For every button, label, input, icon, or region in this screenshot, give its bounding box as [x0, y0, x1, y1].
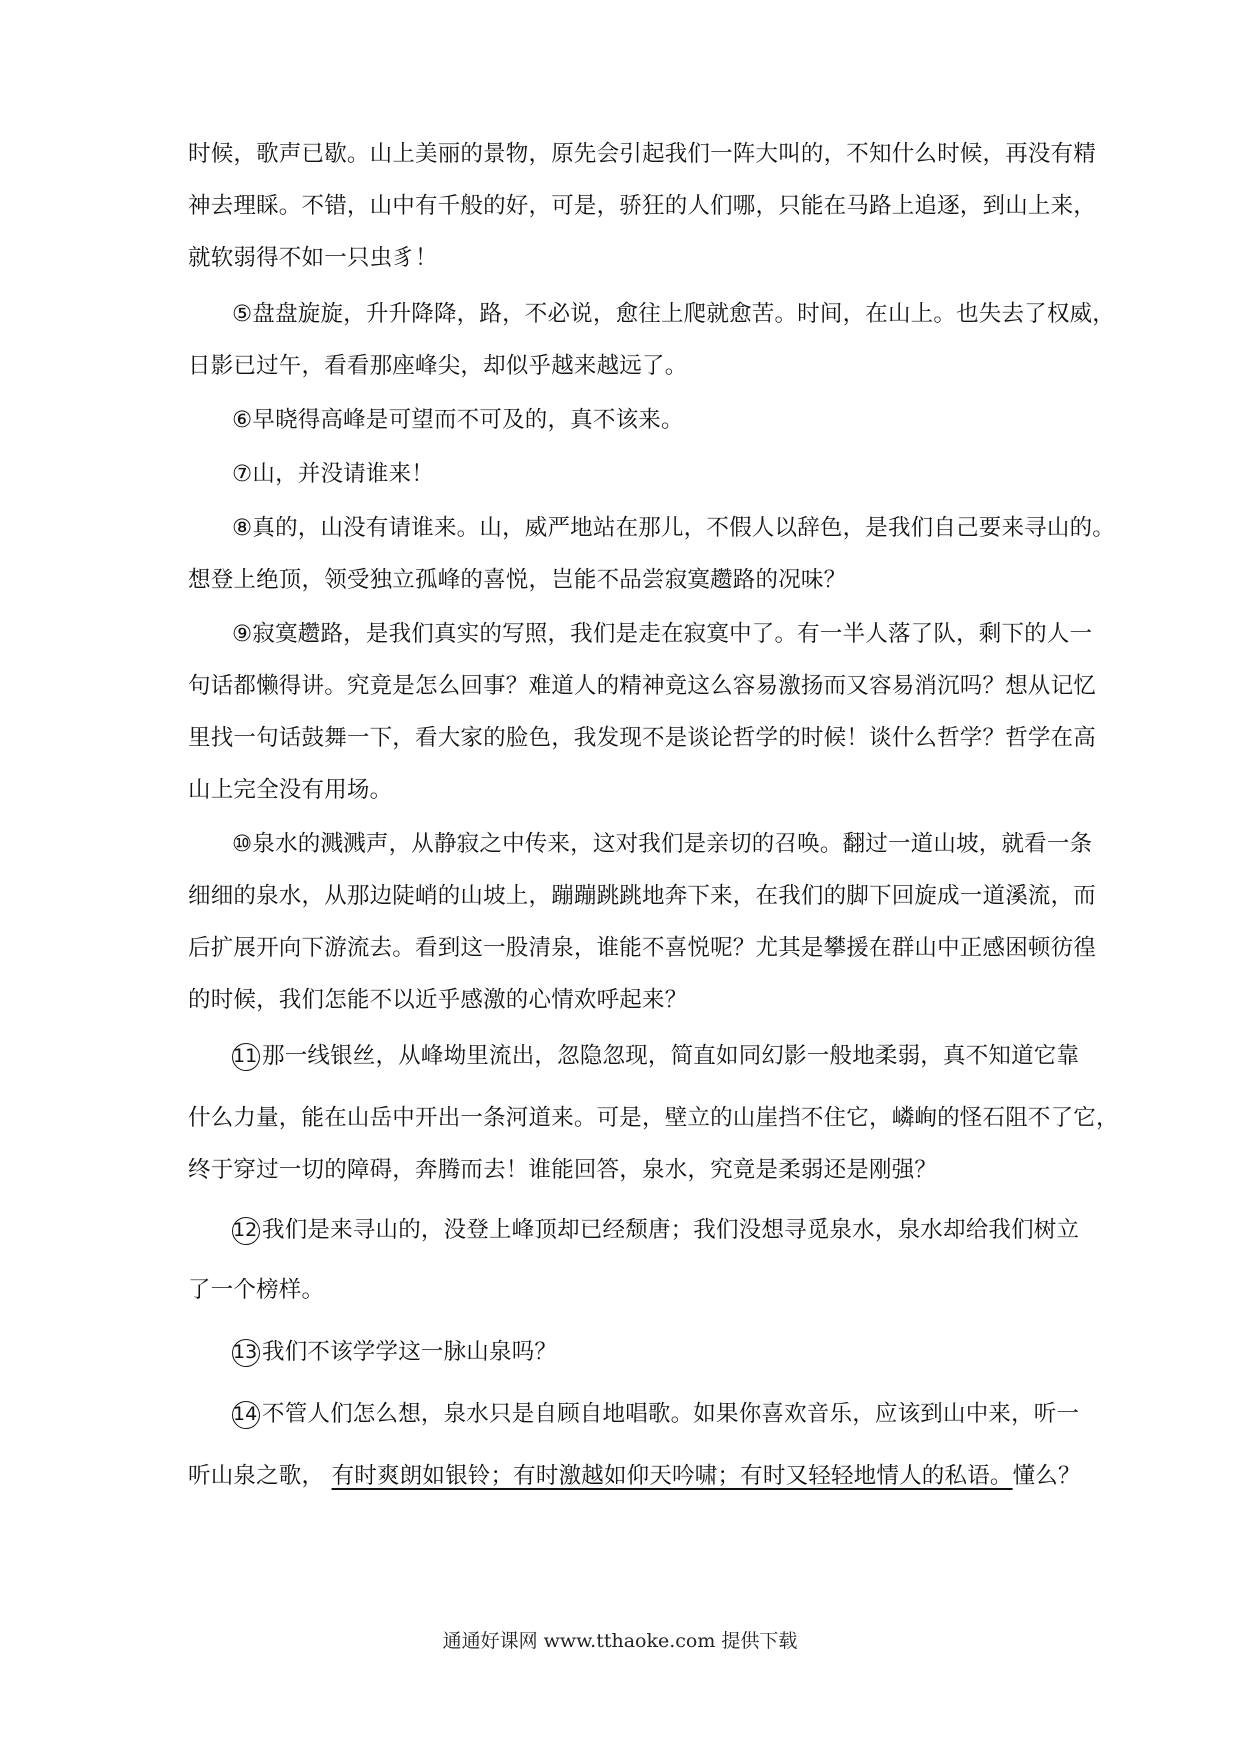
paragraph-12-line [232, 1214, 1080, 1246]
paragraph-10-line: 的时候，我们怎能不以近乎感激的心情欢呼起来？ [188, 987, 688, 1013]
text-line: 神去理睬。不错，山中有千般的好，可是，骄狂的人们哪，只能在马路上追逐，到山上来， [188, 193, 1097, 219]
paragraph-14-text: 懂么？ [1012, 1463, 1081, 1489]
paragraph-14-line [188, 1460, 1081, 1492]
paragraph-14-text: 听山泉之歌， [188, 1463, 325, 1489]
paragraph-13-text: 我们不该学学这一脉山泉吗？ [262, 1339, 558, 1365]
paragraph-9-line: ⑨寂寞趱路，是我们真实的写照，我们是走在寂寞中了。有一半人落了队，剩下的人一 [232, 621, 1093, 647]
paragraph-10-line: ⑩泉水的溅溅声，从静寂之中传来，这对我们是亲切的召唤。翻过一道山坡，就看一条 [232, 831, 1093, 857]
paragraph-9-line: 句话都懒得讲。究竟是怎么回事？难道人的精神竟这么容易激扬而又容易消沉吗？想从记忆 [188, 673, 1097, 699]
paragraph-14-text: 不管人们怎么想，泉水只是自顾自地唱歌。如果你喜欢音乐，应该到山中来，听一 [262, 1401, 1080, 1427]
paragraph-10-line: 细细的泉水，从那边陡峭的山坡上，蹦蹦跳跳地奔下来，在我们的脚下回旋成一道溪流，而 [188, 883, 1097, 909]
text-line: 就软弱得不如一只虫豸！ [188, 245, 438, 271]
paragraph-12-line: 了一个榜样。 [188, 1277, 325, 1303]
paragraph-11-text: 那一线银丝，从峰坳里流出，忽隐忽现，简直如同幻影一般地柔弱，真不知道它靠 [262, 1043, 1080, 1069]
page-footer: 通通好课网 www.tthaoke.com 提供下载 [442, 1630, 798, 1652]
paragraph-11-line: 什么力量，能在山岳中开出一条河道来。可是，壁立的山崖挡不住它，嶙峋的怪石阻不了它， [188, 1105, 1119, 1131]
paragraph-11-line [232, 1040, 1080, 1072]
paragraph-8-line: ⑧真的，山没有请谁来。山，威严地站在那儿，不假人以辞色，是我们自己要来寻山的。 [232, 515, 1115, 541]
paragraph-9-line: 里找一句话鼓舞一下，看大家的脸色，我发现不是谈论哲学的时候！谈什么哲学？哲学在高 [188, 725, 1097, 751]
paragraph-number-11: 11 [232, 1043, 260, 1071]
paragraph-number-13: 13 [232, 1339, 260, 1367]
paragraph-10-line: 后扩展开向下游流去。看到这一股清泉，谁能不喜悦呢？尤其是攀援在群山中正感困顿彷徨 [188, 935, 1097, 961]
paragraph-8-line: 想登上绝顶，领受独立孤峰的喜悦，岂能不品尝寂寞趱路的况味？ [188, 567, 847, 593]
paragraph-7-line: ⑦山，并没请谁来！ [232, 461, 434, 487]
paragraph-13-line [232, 1336, 1062, 1368]
text-line: 时候，歌声已歇。山上美丽的景物，原先会引起我们一阵大叫的，不知什么时候，再没有精 [188, 141, 1097, 167]
paragraph-9-line: 山上完全没有用场。 [188, 777, 393, 803]
paragraph-11-line: 终于穿过一切的障碍，奔腾而去！谁能回答，泉水，究竟是柔弱还是刚强？ [188, 1157, 938, 1183]
paragraph-number-14: 14 [232, 1401, 260, 1429]
paragraph-14-line [232, 1398, 1080, 1430]
paragraph-6-line: ⑥早晓得高峰是可望而不可及的，真不该来。 [232, 407, 684, 433]
underlined-sentence: 有时爽朗如银铃；有时激越如仰天吟啸；有时又轻轻地情人的私语。 [331, 1463, 1013, 1489]
paragraph-5-line: ⑤盘盘旋旋，升升降降，路，不必说，愈往上爬就愈苦。时间，在山上。也失去了权威， [232, 301, 1115, 327]
paragraph-12-text: 我们是来寻山的，没登上峰顶却已经颓唐；我们没想寻觅泉水，泉水却给我们树立 [262, 1217, 1080, 1243]
paragraph-5-line: 日影已过午，看看那座峰尖，却似乎越来越远了。 [188, 353, 688, 379]
paragraph-number-12: 12 [232, 1217, 260, 1245]
